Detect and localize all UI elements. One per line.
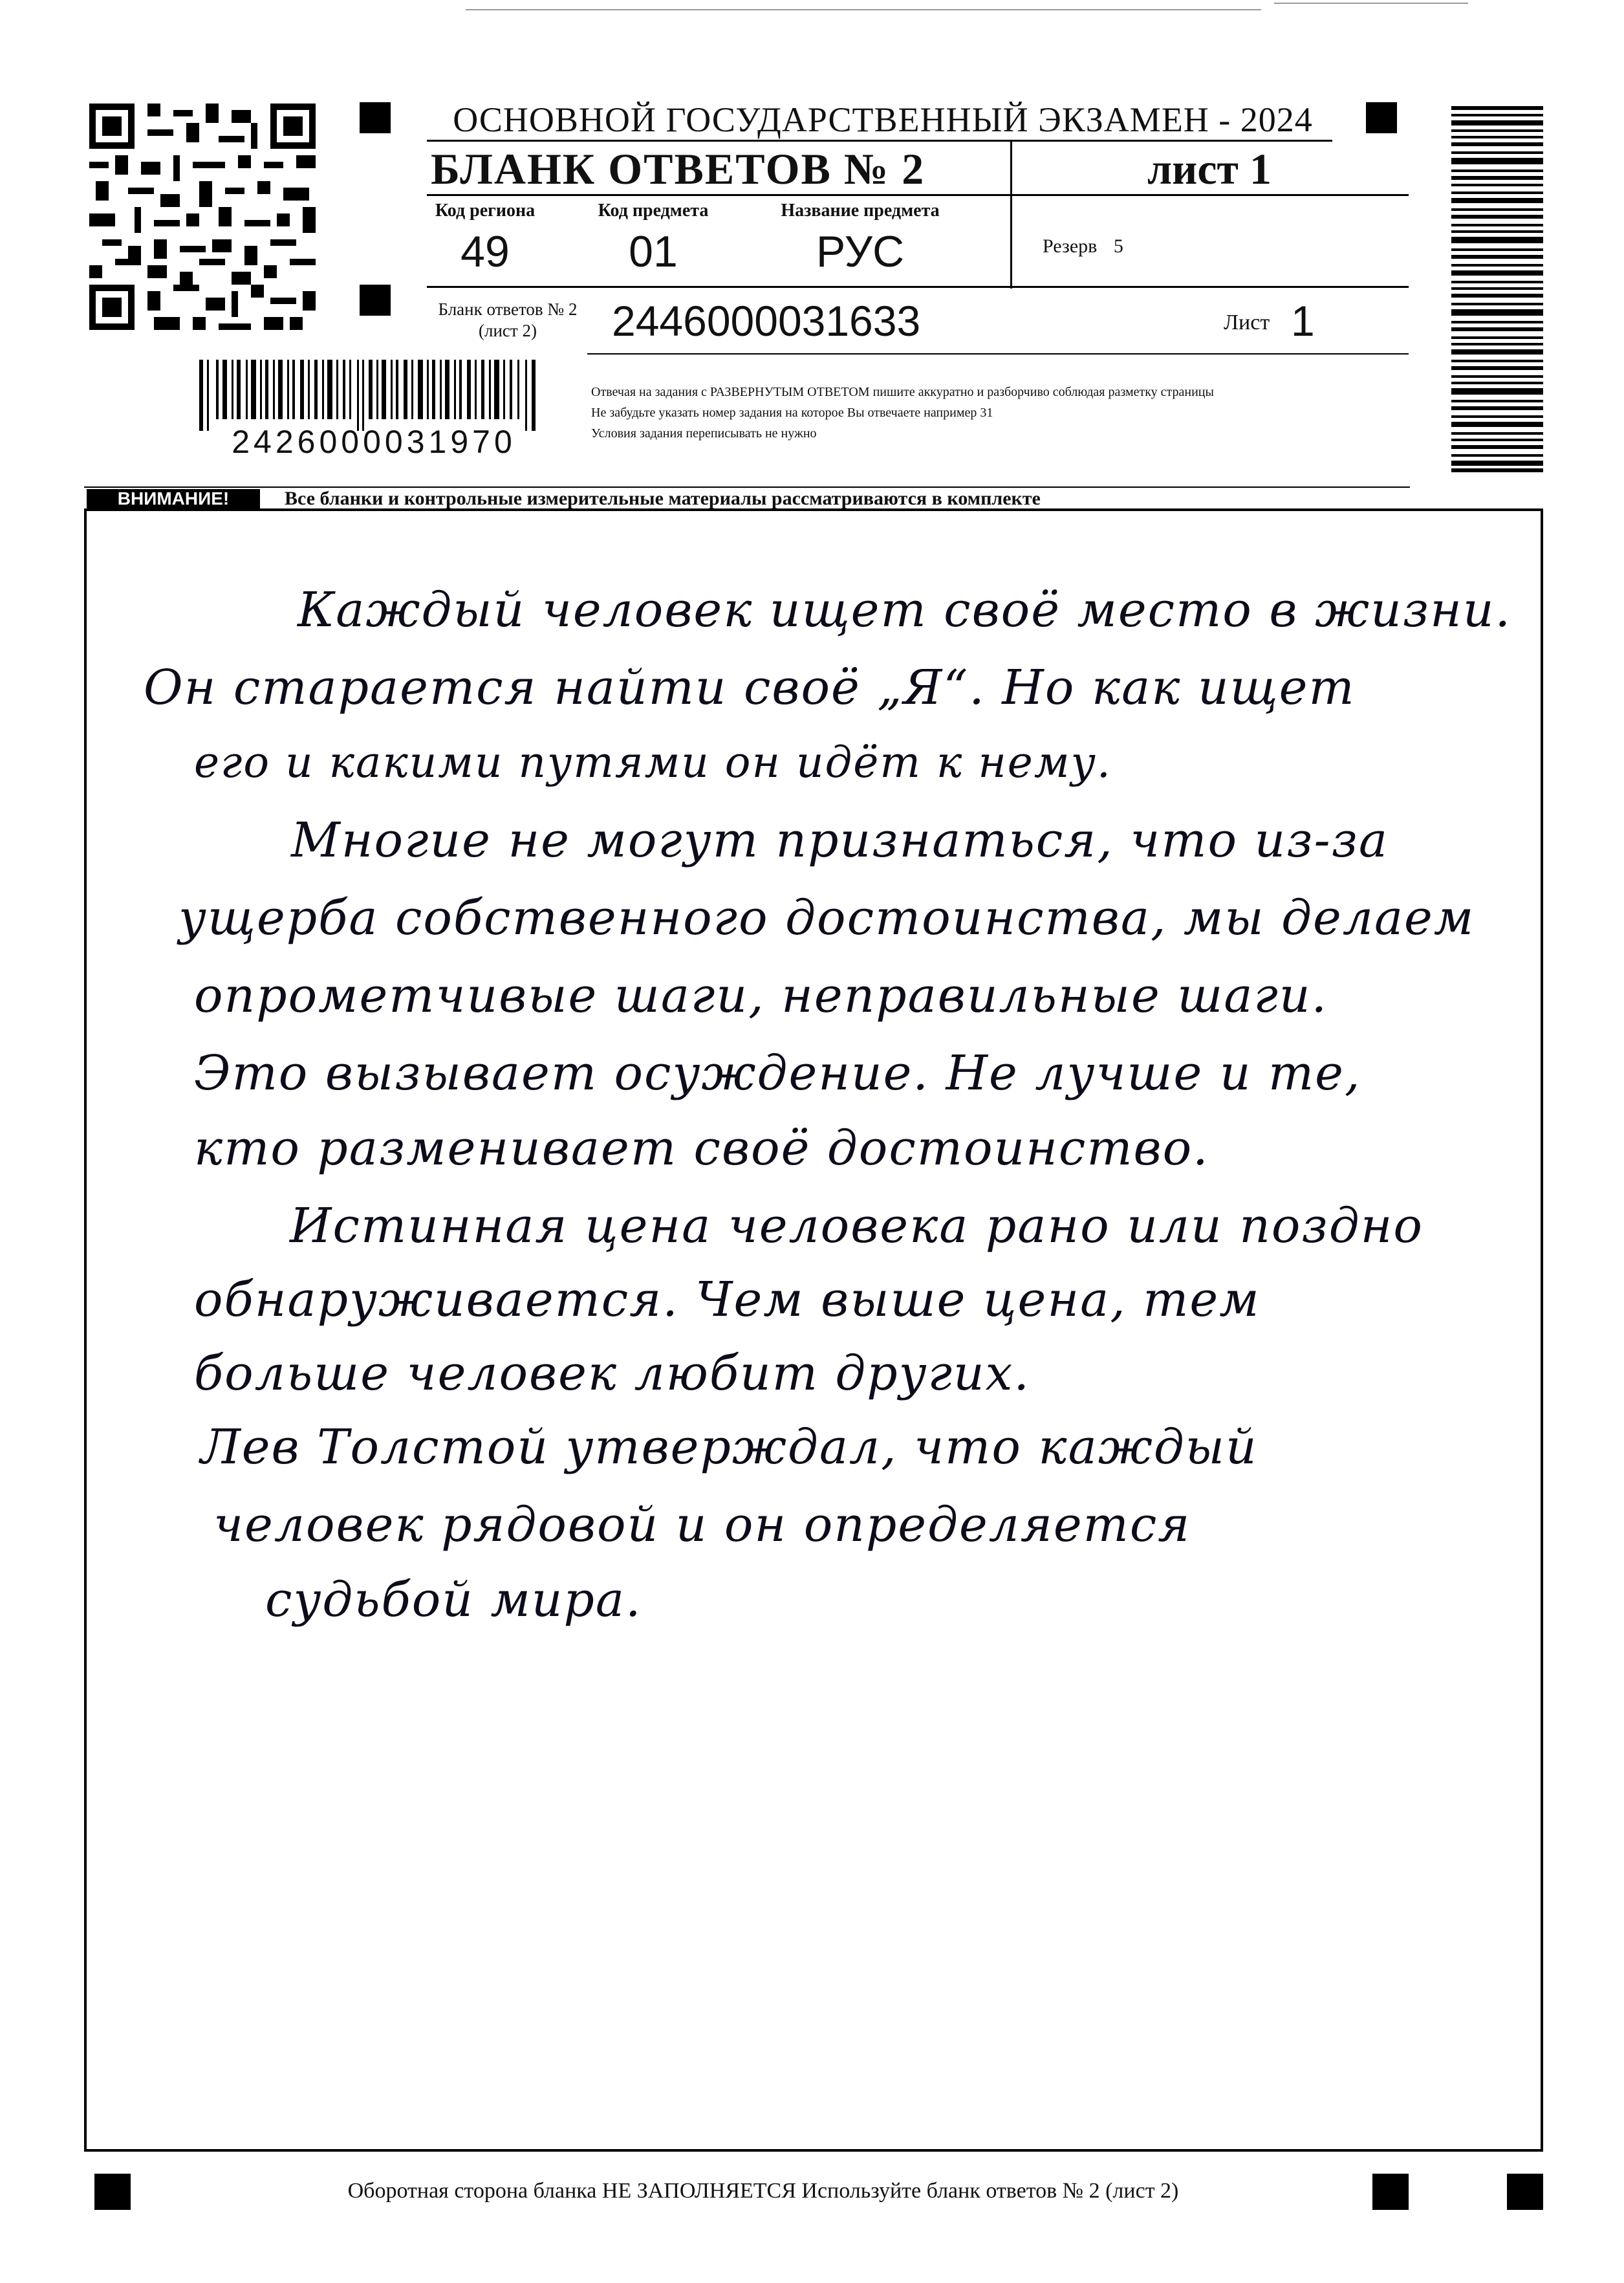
scan-line	[466, 9, 1261, 10]
footer-note: Оборотная сторона бланка НЕ ЗАПОЛНЯЕТСЯ Используйте бланк ответов № 2 (лист 2)	[347, 2179, 1179, 2203]
header-rule	[587, 353, 1409, 355]
subject-code-value: 01	[629, 227, 678, 276]
answer-line: Это вызывает осуждение. Не лучше и те,	[194, 1045, 1361, 1101]
registration-mark	[1366, 102, 1397, 133]
instruction-line: Отвечая на задания с РАЗВЕРНУТЫМ ОТВЕТОМ пишите аккуратно и разборчиво соблюдая разметку страницы	[591, 385, 1214, 399]
region-label: Код региона	[435, 201, 536, 221]
answer-line: больше человек любит других.	[194, 1346, 1030, 1401]
answer-line: обнаруживается. Чем выше цена, тем	[194, 1272, 1261, 1327]
reserve-label-text: Резерв	[1043, 235, 1098, 257]
registration-mark	[94, 2174, 131, 2210]
attention-text: Все бланки и контрольные измерительные материалы рассматриваются в комплекте	[285, 488, 1041, 509]
reserve-label	[1043, 235, 1123, 257]
header-rule	[427, 286, 1409, 288]
form-ref-label	[414, 299, 601, 342]
answer-line: кто разменивает своё достоинство.	[194, 1120, 1209, 1176]
form-title: БЛАНК ОТВЕТОВ № 2	[431, 144, 926, 193]
form-ref-number: 2446000031633	[612, 297, 921, 345]
sheet-label: лист 1	[1147, 144, 1272, 193]
instructions	[591, 382, 1413, 444]
subject-name-value: РУС	[816, 227, 905, 276]
form-ref-line1: Бланк ответов № 2	[438, 300, 578, 319]
registration-mark	[360, 285, 391, 316]
answer-line: Лев Толстой утверждал, что каждый	[200, 1419, 1258, 1475]
region-value: 49	[460, 227, 510, 276]
answer-line: человек рядовой и он определяется	[213, 1497, 1191, 1553]
subject-name-label: Название предмета	[781, 201, 940, 221]
answer-line: судьбой мира.	[265, 1572, 642, 1628]
sheet-num-label: Лист	[1224, 311, 1270, 334]
registration-mark	[360, 102, 391, 133]
answer-line: Он старается найти своё „Я“. Но как ищет	[144, 660, 1356, 715]
answer-line: его и какими путями он идёт к нему.	[194, 737, 1112, 787]
side-barcode	[1451, 106, 1543, 472]
answer-line: Каждый человек ищет своё место в жизни.	[298, 582, 1512, 638]
instruction-line: Не забудьте указать номер задания на которое Вы отвечаете например 31	[591, 406, 993, 420]
reserve-value: 5	[1113, 235, 1123, 257]
header-rule	[427, 194, 1409, 196]
attention-badge: ВНИМАНИЕ!	[87, 489, 260, 508]
registration-mark	[1507, 2174, 1543, 2210]
barcode	[199, 360, 548, 431]
answer-line: Многие не могут признаться, что из-за	[291, 813, 1389, 868]
header-divider	[1010, 141, 1012, 289]
sheet-num-value: 1	[1291, 297, 1315, 345]
barcode-number: 2426000031970	[232, 424, 516, 460]
answer-line: опрометчивые шаги, неправильные шаги.	[194, 968, 1328, 1023]
registration-mark	[1372, 2174, 1409, 2210]
exam-title: ОСНОВНОЙ ГОСУДАРСТВЕННЫЙ ЭКЗАМЕН - 2024	[453, 100, 1313, 139]
form-ref-line2: (лист 2)	[479, 321, 537, 340]
header-rule	[427, 140, 1332, 142]
answer-line: ущерба собственного достоинства, мы делаем	[179, 890, 1475, 946]
scan-line	[1274, 3, 1468, 4]
answer-line: Истинная цена человека рано или поздно	[290, 1198, 1424, 1254]
subject-code-label: Код предмета	[598, 201, 709, 221]
instruction-line: Условия задания переписывать не нужно	[591, 426, 817, 441]
qr-code	[89, 104, 316, 330]
